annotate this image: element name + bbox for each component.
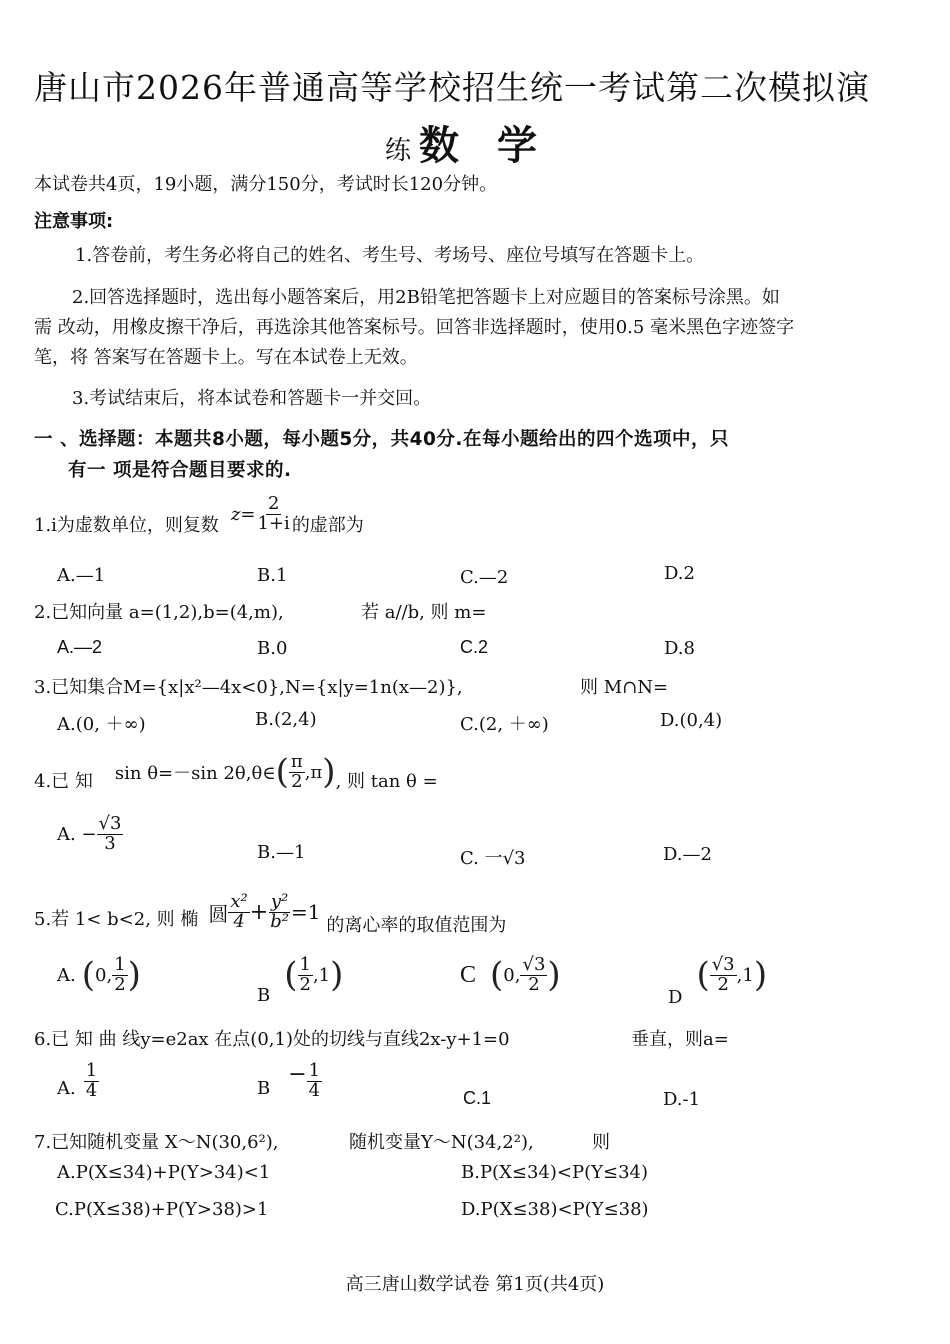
q6-stem-part2: 垂直，则a= <box>631 1029 729 1050</box>
q4-a-fraction <box>97 815 124 854</box>
q5-option-b <box>257 953 344 1006</box>
q4-frac-num: π <box>290 750 303 772</box>
q4-left-paren: ( <box>275 752 289 792</box>
q5-a-left: 0, <box>95 964 113 986</box>
q5-a-den: 2 <box>114 973 126 995</box>
q4-suffix: , 则 tan θ = <box>335 771 438 792</box>
q5-c-fraction <box>520 953 547 995</box>
q5-y2: y² <box>270 890 289 912</box>
q5-b2: b² <box>270 910 289 932</box>
q1-option-a: A.—1 <box>57 565 106 586</box>
q1-prefix: 1.i为虚数单位，则复数 <box>34 515 219 536</box>
q5-prefix: 5.若 1< b<2, 则 椭 <box>34 909 199 930</box>
q6-a-fraction <box>84 1062 99 1101</box>
q5-a-lparen: ( <box>81 955 95 995</box>
q6-b-den: 4 <box>308 1080 321 1102</box>
title-continuation: 练 <box>385 136 412 166</box>
q5-b-fraction <box>298 953 313 995</box>
q7-option-a: A.P(X≤34)+P(Y>34)<1 <box>57 1162 271 1183</box>
q4-right-paren: ) <box>322 752 336 792</box>
page-footer: 高三唐山数学试卷 第1页(共4页) <box>345 1274 605 1295</box>
q6-option-c: C.1 <box>463 1088 492 1108</box>
q4-frac-den: 2 <box>291 770 303 792</box>
q5-d-right: ,1 <box>736 964 754 986</box>
q1-frac-den: 1+i <box>257 512 290 534</box>
q5-a-label: A. <box>57 964 76 986</box>
q6-b-num: 1 <box>308 1060 321 1082</box>
q2-stem-part2: 若 a//b, 则 m= <box>361 602 487 623</box>
section-heading-line1: 一 、选择题：本题共8小题，每小题5分，共40分.在每小题给出的四个选项中，只 <box>34 429 729 450</box>
q1-suffix: 的虚部为 <box>291 515 364 536</box>
q2-option-a: A.—2 <box>57 637 103 657</box>
q5-y-term <box>268 890 291 932</box>
q5-option-a <box>57 955 141 995</box>
question-4 <box>34 748 438 812</box>
q5-suffix: 的离心率的取值范围为 <box>326 915 507 936</box>
q4-prefix: 4.已 知 <box>34 771 93 792</box>
q3-stem-part2: 则 M∩N= <box>580 677 669 698</box>
section-heading-line2: 有一 项是符合题目要求的. <box>68 460 292 481</box>
q7-option-b: B.P(X≤34)<P(Y≤34) <box>461 1162 649 1183</box>
q5-b-num: 1 <box>299 953 311 975</box>
q5-c-lparen: ( <box>490 955 504 995</box>
q5-d-fraction <box>710 953 737 995</box>
q6-option-d: D.-1 <box>663 1089 701 1110</box>
q3-option-d: D.(0,4) <box>660 710 723 731</box>
notice-item-3: 3.考试结束后，将本试卷和答题卡一并交回。 <box>72 388 432 409</box>
q1-fraction <box>256 492 292 534</box>
q7-stem-part3: 则 <box>592 1132 610 1153</box>
q7-stem-part2: 随机变量Y～N(34,2²), <box>349 1132 534 1153</box>
q5-x-term <box>228 890 249 932</box>
q5-option-d <box>668 953 768 1008</box>
q5-b-lparen: ( <box>284 955 298 995</box>
question-5 <box>34 882 506 954</box>
q6-b-sign: − <box>288 1062 307 1087</box>
q5-b-rparen: ) <box>330 955 344 995</box>
q1-z: z= <box>230 503 256 525</box>
q4-option-d: D.—2 <box>663 844 712 865</box>
q7-stem-part1: 7.已知随机变量 X～N(30,6²), <box>34 1132 279 1153</box>
q1-frac-num: 2 <box>267 492 280 514</box>
q6-option-b <box>257 1062 322 1101</box>
q5-d-den: 2 <box>717 973 729 995</box>
notice-item-2-line3: 笔，将 答案写在答题卡上。写在本试卷上无效。 <box>34 347 418 368</box>
q5-b-right: ,1 <box>312 964 331 986</box>
q4-option-a <box>57 815 123 854</box>
q6-a-num: 1 <box>85 1060 98 1081</box>
q5-c-rparen: ) <box>547 955 561 995</box>
q3-option-b: B.(2,4) <box>255 709 317 730</box>
q5-d-label: D <box>668 986 683 1008</box>
q4-pi-over-2 <box>289 750 305 792</box>
q4-a-den: 3 <box>104 832 116 854</box>
q5-x2: x² <box>230 890 248 912</box>
q6-b-fraction <box>307 1062 322 1101</box>
subject-name: 数学 <box>419 123 576 169</box>
q5-eq: =1 <box>290 900 321 924</box>
q4-interval-end: ,π <box>304 761 323 783</box>
q2-stem-part1: 2.已知向量 a=(1,2),b=(4,m), <box>34 602 284 623</box>
q5-c-num: √3 <box>522 953 546 975</box>
q6-stem-part1: 6.已 知 曲 线y=e2ax 在点(0,1)处的切线与直线2x-y+1=0 <box>34 1029 510 1050</box>
q4-expression: sin θ=－sin 2θ,θ∈ <box>114 763 276 784</box>
q5-yuan: 圆 <box>208 901 229 926</box>
q7-option-c: C.P(X≤38)+P(Y>38)>1 <box>55 1199 269 1220</box>
question-1 <box>34 494 364 554</box>
q4-option-b: B.—1 <box>257 842 306 863</box>
q5-d-lparen: ( <box>696 955 710 995</box>
q4-a-num: √3 <box>98 813 122 834</box>
q6-b-label: B <box>257 1078 271 1099</box>
notice-item-2-line1: 2.回答选择题时，选出每小题答案后，用2B铅笔把答题卡上对应题目的答案标号涂黑。如 <box>72 287 780 308</box>
q5-d-num: √3 <box>711 953 735 975</box>
q1-option-b: B.1 <box>257 565 288 586</box>
q4-a-label: A. − <box>57 823 97 845</box>
q5-option-c <box>460 955 561 995</box>
q5-c-den: 2 <box>528 973 540 995</box>
q2-option-b: B.0 <box>257 638 288 659</box>
q5-c-label: C <box>460 961 477 988</box>
q6-a-den: 4 <box>85 1079 98 1101</box>
q1-option-d: D.2 <box>664 563 695 584</box>
q6-option-a <box>57 1062 99 1101</box>
exam-title: 唐山市2026年普通高等学校招生统一考试第二次模拟演 <box>34 68 870 107</box>
q5-b-den: 2 <box>299 973 311 995</box>
subject-title <box>385 114 575 171</box>
q2-option-d: D.8 <box>664 638 695 659</box>
q3-stem-part1: 3.已知集合M={x|x²—4x<0},N={x|y=1n(x—2)}, <box>34 677 463 698</box>
intro-text: 本试卷共4页，19小题，满分150分，考试时长120分钟。 <box>34 174 498 195</box>
q6-a-label: A. <box>57 1077 76 1099</box>
q5-a-fraction <box>112 953 127 995</box>
q7-option-d: D.P(X≤38)<P(Y≤38) <box>461 1199 649 1220</box>
notice-item-1: 1.答卷前，考生务必将自己的姓名、考生号、考场号、座位号填写在答题卡上。 <box>75 245 705 266</box>
q4-option-c: C. 一√3 <box>460 848 526 869</box>
q2-option-c: C.2 <box>460 637 489 657</box>
q5-d-rparen: ) <box>753 955 768 995</box>
q5-a-num: 1 <box>114 953 126 975</box>
q3-option-c: C.(2, ＋∞) <box>460 714 549 735</box>
q1-option-c: C.—2 <box>460 567 509 588</box>
q5-four: 4 <box>233 910 245 932</box>
notice-heading: 注意事项: <box>34 211 114 232</box>
notice-item-2-line2: 需 改动，用橡皮擦干净后，再选涂其他答案标号。回答非选择题时，使用0.5 毫米黑色字迹签字 <box>34 317 795 338</box>
q3-option-a: A.(0, ＋∞) <box>57 714 146 735</box>
q5-plus: + <box>249 899 269 925</box>
q5-c-left: 0, <box>503 964 521 986</box>
q5-a-rparen: ) <box>127 955 141 995</box>
q5-b-label: B <box>257 984 271 1006</box>
